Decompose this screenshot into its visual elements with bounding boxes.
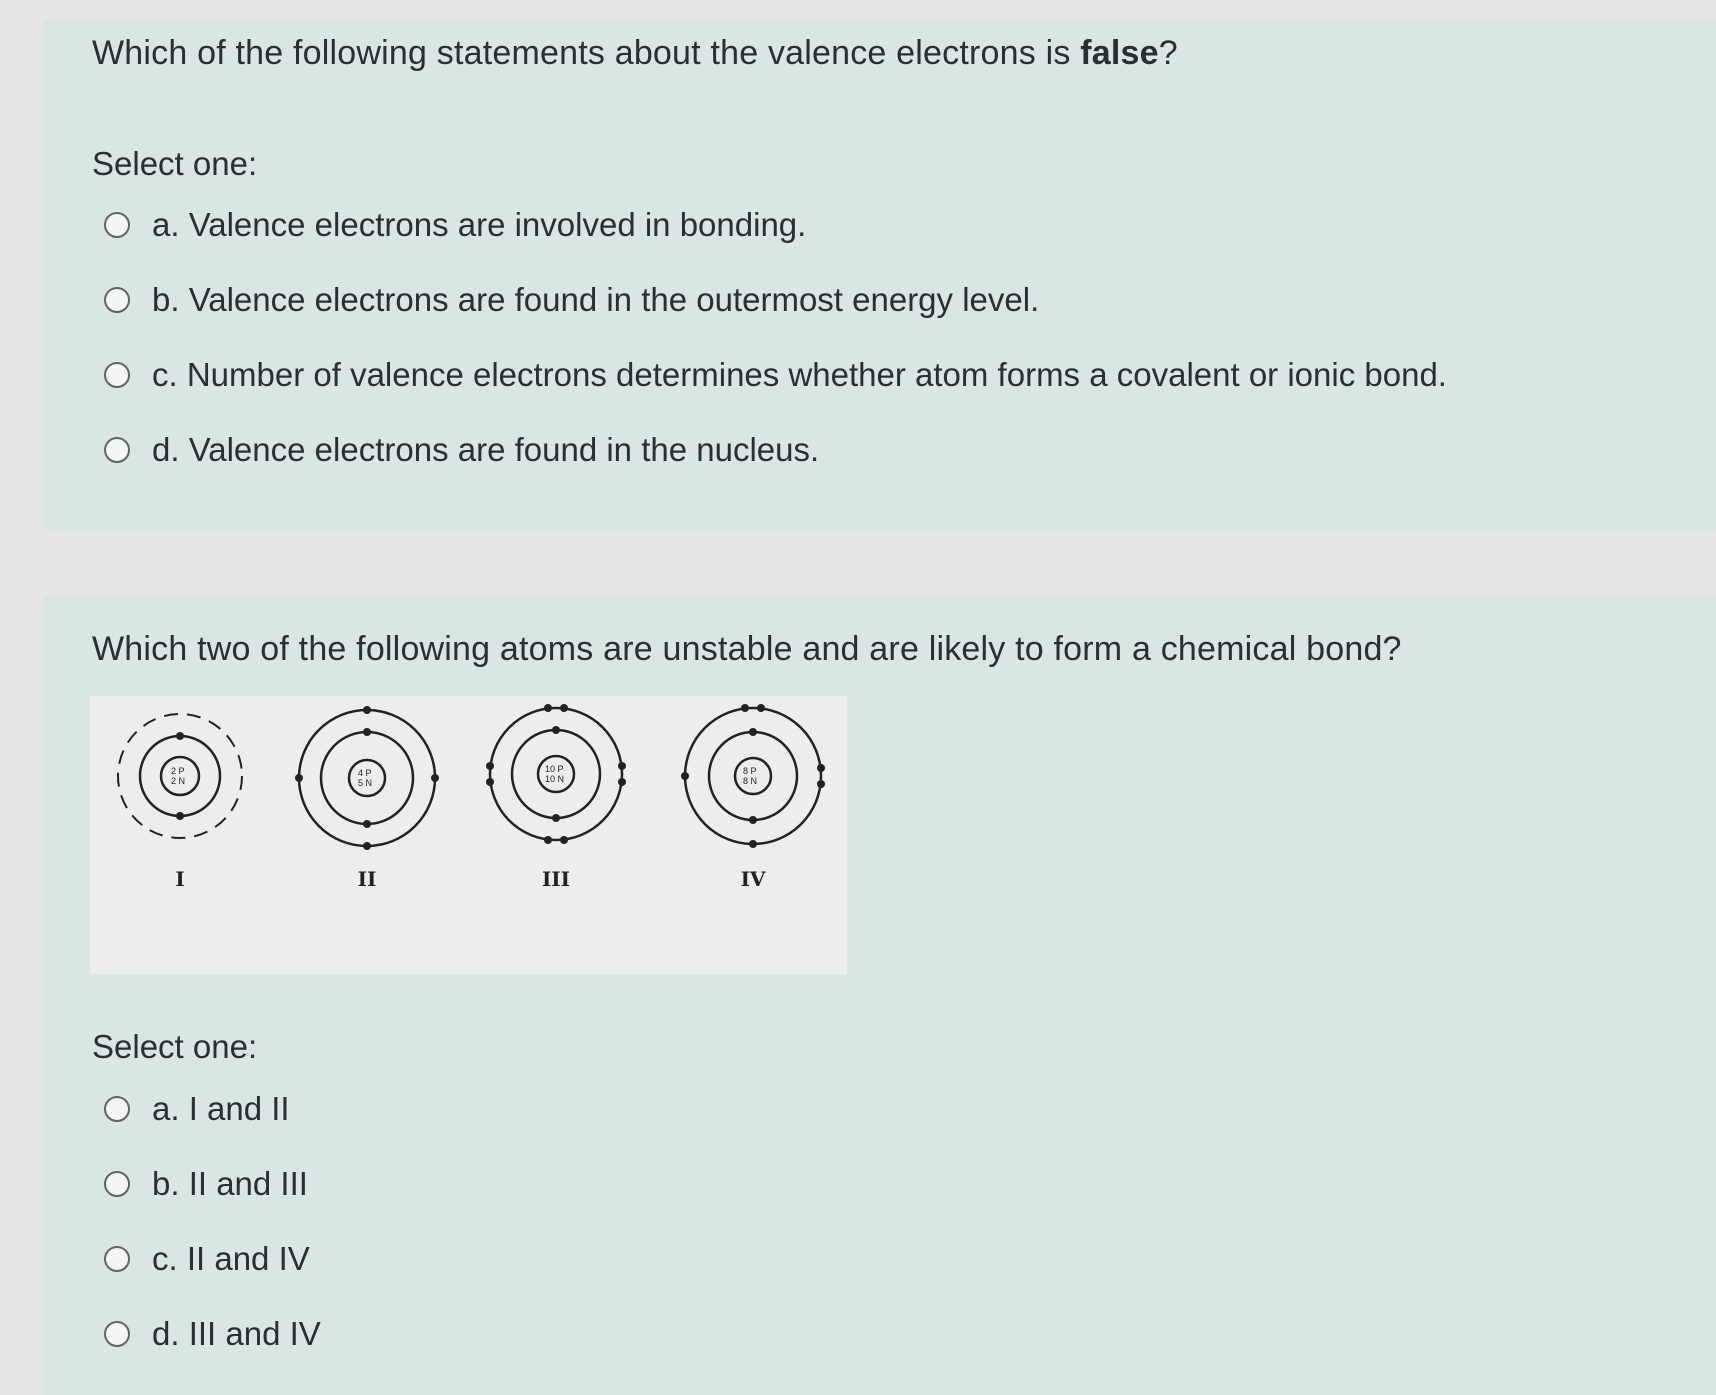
option-label: d. Valence electrons are found in the nucleus. bbox=[152, 431, 820, 468]
svg-text:4 P: 4 P bbox=[358, 768, 372, 778]
option-label: d. III and IV bbox=[152, 1315, 321, 1352]
svg-text:2 P: 2 P bbox=[171, 766, 185, 776]
option-a[interactable] bbox=[104, 206, 806, 244]
option-label: b. Valence electrons are found in the outermost energy level. bbox=[152, 281, 1040, 318]
option-label: a. Valence electrons are involved in bonding. bbox=[152, 206, 807, 243]
option-c[interactable] bbox=[104, 1240, 310, 1278]
atom-label-ii: II bbox=[357, 867, 377, 891]
radio-button[interactable] bbox=[104, 1321, 130, 1347]
svg-text:8 N: 8 N bbox=[743, 776, 758, 786]
question-card-2 bbox=[44, 596, 1716, 1395]
option-label: c. Number of valence electrons determines whether atom forms a covalent or ionic bond. bbox=[152, 356, 1447, 393]
question-text: Which of the following statements about the valence electrons is false? bbox=[92, 34, 1178, 72]
atom-label-i: I bbox=[175, 867, 185, 891]
option-b[interactable] bbox=[104, 281, 1039, 319]
bohr-models bbox=[90, 696, 847, 974]
select-one-label: Select one: bbox=[92, 1028, 258, 1065]
radio-button[interactable] bbox=[104, 1171, 130, 1197]
svg-text:2 N: 2 N bbox=[171, 776, 186, 786]
svg-text:5 N: 5 N bbox=[358, 778, 373, 788]
svg-text:10 P: 10 P bbox=[545, 764, 564, 774]
option-d[interactable] bbox=[104, 431, 819, 469]
svg-text:8 P: 8 P bbox=[743, 766, 757, 776]
option-a[interactable] bbox=[104, 1090, 290, 1128]
atom-ii bbox=[295, 706, 439, 850]
question-card-1 bbox=[44, 20, 1716, 530]
option-label: c. II and IV bbox=[152, 1240, 310, 1277]
atom-diagram-figure bbox=[90, 696, 847, 974]
radio-button[interactable] bbox=[104, 362, 130, 388]
radio-button[interactable] bbox=[104, 437, 130, 463]
select-one-label: Select one: bbox=[92, 145, 258, 182]
radio-button[interactable] bbox=[104, 1096, 130, 1122]
svg-text:10 N: 10 N bbox=[545, 774, 565, 784]
radio-button[interactable] bbox=[104, 1246, 130, 1272]
option-label: a. I and II bbox=[152, 1090, 290, 1127]
option-d[interactable] bbox=[104, 1315, 321, 1353]
option-c[interactable] bbox=[104, 356, 1447, 394]
option-label: b. II and III bbox=[152, 1165, 308, 1202]
atom-label-iv: IV bbox=[740, 867, 766, 891]
option-b[interactable] bbox=[104, 1165, 308, 1203]
atom-iv bbox=[681, 704, 825, 848]
atom-label-iii: III bbox=[541, 867, 571, 891]
question-text: Which two of the following atoms are unstable and are likely to form a chemical bond? bbox=[92, 630, 1402, 668]
radio-button[interactable] bbox=[104, 212, 130, 238]
atom-i bbox=[118, 714, 242, 838]
radio-button[interactable] bbox=[104, 287, 130, 313]
atom-iii bbox=[486, 704, 626, 844]
